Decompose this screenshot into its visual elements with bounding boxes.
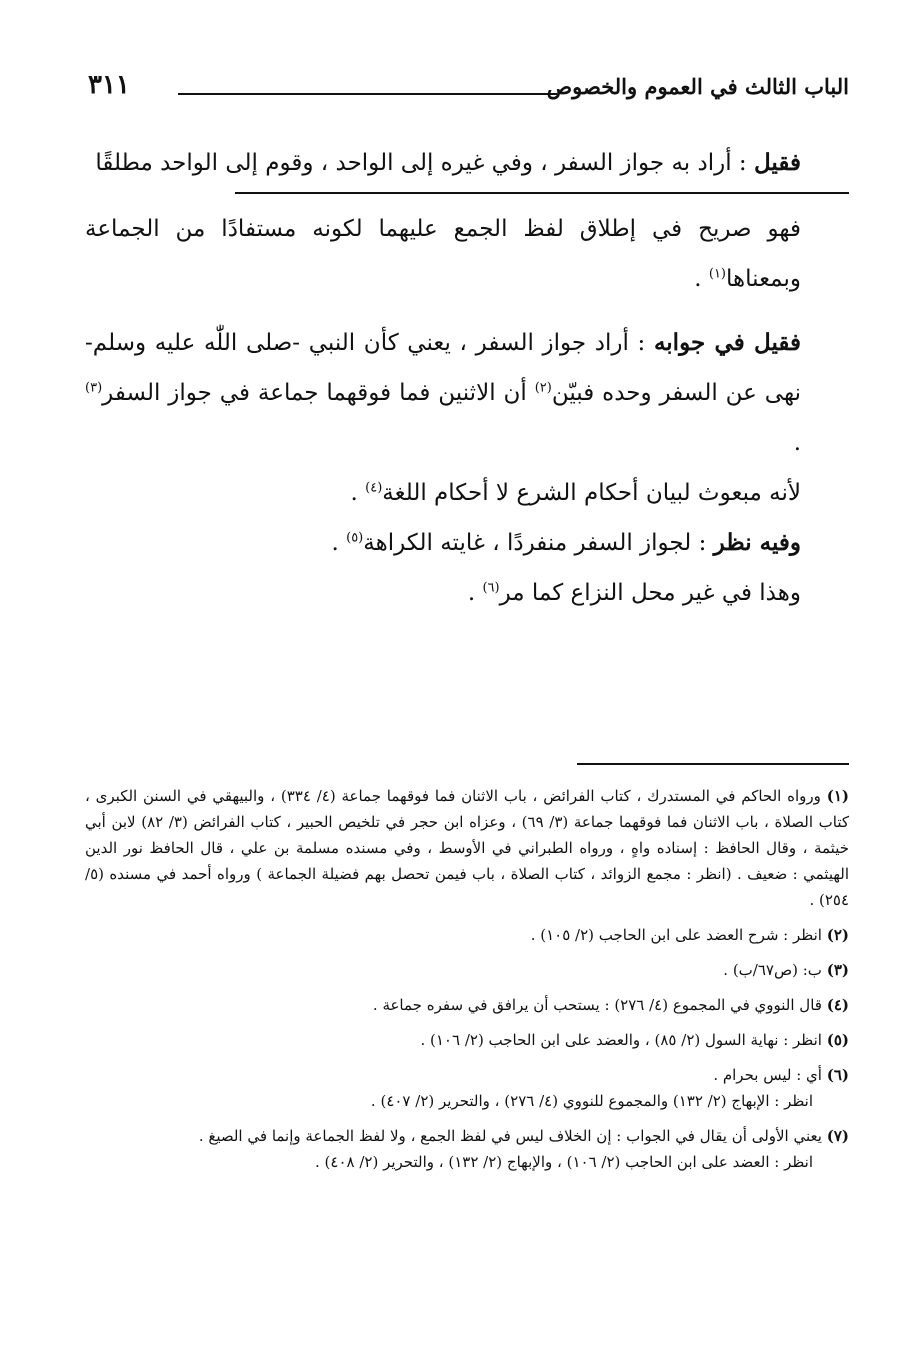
sentence-end: . [331, 530, 347, 556]
footnote-7 [85, 1123, 849, 1149]
footnote-number: (٦) [826, 1066, 849, 1084]
main-text [85, 138, 849, 618]
paragraph-5 [85, 518, 849, 568]
footnote-number: (٧) [826, 1127, 849, 1145]
footnote-ref[interactable]: (٤) [365, 480, 383, 496]
footnote-number: (٥) [826, 1031, 849, 1049]
paragraph-text: فهو صريح في إطلاق لفظ الجمع عليهما لكونه مستفادًا من الجماعة وبمعناها [85, 216, 801, 292]
footnote-text: ورواه الحاكم في المستدرك ، كتاب الفرائض ، باب الاثنان فما فوقهما جماعة (٤/ ٣٣٤) ، والبيهقي في السنن الكبرى ، كتاب الصلاة ، باب الاثنان فما فوقهما جماعة (٣/ ٦٩) ، وعزاه ابن حجر في تلخيص الحبير ، كتاب الفرائض (٣/ ٨٢) لابن أبي خيثمة ، وقال الحافظ : إسناده واهٍ ، ورواه الطبراني في الأوسط ، وفي مسنده مسلمة بن علي ، قال الحافظ نور الدين الهيثمي : ضعيف . (انظر : مجمع الزوائد ، كتاب الصلاة ، باب فيمن تحصل بهم فضيلة الجماعة ) ورواه أحمد في مسنده (٥/ ٢٥٤) . [85, 787, 850, 909]
footnote-7-continuation: انظر : العضد على ابن الحاجب (٢/ ١٠٦) ، والإبهاج (٢/ ١٣٢) ، والتحرير (٢/ ٤٠٨) . [315, 1153, 813, 1171]
paragraph-1 [85, 138, 849, 188]
footnote-text: أي : ليس بحرام . [713, 1066, 822, 1084]
paragraph-text: وهذا في غير محل النزاع كما مر [499, 580, 801, 606]
lead-word: فقيل [754, 149, 801, 176]
running-header [88, 60, 849, 116]
footnote-ref[interactable]: (١) [708, 266, 726, 282]
paragraph-6 [85, 568, 849, 618]
sentence-end: . [350, 480, 366, 506]
section-rule [235, 192, 849, 194]
paragraph-text: لأنه مبعوث لبيان أحكام الشرع لا أحكام اللغة [382, 480, 801, 506]
footnote-ref[interactable]: (٦) [482, 580, 500, 596]
page-number: ٣١١ [88, 70, 130, 100]
lead-word: فقيل في جوابه [653, 329, 802, 356]
footnote-number: (٤) [826, 996, 849, 1014]
sentence-end: . [793, 430, 801, 456]
footnote-separator [577, 763, 849, 765]
footnote-6-continuation: انظر : الإبهاج (٢/ ١٣٢) والمجموع للنووي (٤/ ٢٧٦) ، والتحرير (٢/ ٤٠٧) . [370, 1092, 813, 1110]
footnote-text: ب: (ص٦٧/ب) . [723, 961, 822, 979]
sentence-end: . [467, 580, 483, 606]
footnote-2 [85, 922, 849, 948]
footnote-6 [85, 1062, 849, 1088]
footnote-number: (١) [826, 787, 849, 805]
footnote-text: انظر : شرح العضد على ابن الحاجب (٢/ ١٠٥) . [530, 926, 822, 944]
lead-word: وفيه نظر [713, 529, 801, 556]
paragraph-text: : أراد به جواز السفر ، وفي غيره إلى الواحد ، وقوم إلى الواحد مطلقًا [95, 150, 747, 176]
paragraph-text: : لجواز السفر منفردًا ، غايته الكراهة [363, 530, 707, 556]
footnote-ref[interactable]: (٣) [85, 380, 103, 396]
paragraph-3 [85, 318, 849, 468]
footnote-number: (٢) [826, 926, 849, 944]
paragraph-text: أن الاثنين فما فوقهما جماعة في جواز السفر [102, 380, 535, 406]
footnote-ref[interactable]: (٢) [534, 380, 552, 396]
footnotes [85, 783, 849, 1175]
paragraph-2 [85, 204, 849, 304]
footnote-text: انظر : نهاية السول (٢/ ٨٥) ، والعضد على ابن الحاجب (٢/ ١٠٦) . [420, 1031, 822, 1049]
footnote-3 [85, 957, 849, 983]
footnote-1 [85, 783, 849, 913]
footnote-ref[interactable]: (٥) [346, 530, 364, 546]
footnote-4 [85, 992, 849, 1018]
footnote-text: قال النووي في المجموع (٤/ ٢٧٦) : يستحب أن يرافق في سفره جماعة . [372, 996, 822, 1014]
paragraph-text: : أراد جواز السفر ، يعني كأن النبي -صلى اللّٰه عليه وسلم- نهى عن السفر وحده فبيّن [85, 330, 801, 406]
footnote-text: يعني الأولى أن يقال في الجواب : إن الخلاف ليس في لفظ الجمع ، ولا لفظ الجماعة وإنما في الصيغ . [198, 1127, 822, 1145]
footnote-number: (٣) [826, 961, 849, 979]
paragraph-4 [85, 468, 849, 518]
sentence-end: . [694, 266, 709, 292]
chapter-title: الباب الثالث في العموم والخصوص [546, 74, 849, 99]
header-rule [178, 93, 557, 95]
footnote-5 [85, 1027, 849, 1053]
